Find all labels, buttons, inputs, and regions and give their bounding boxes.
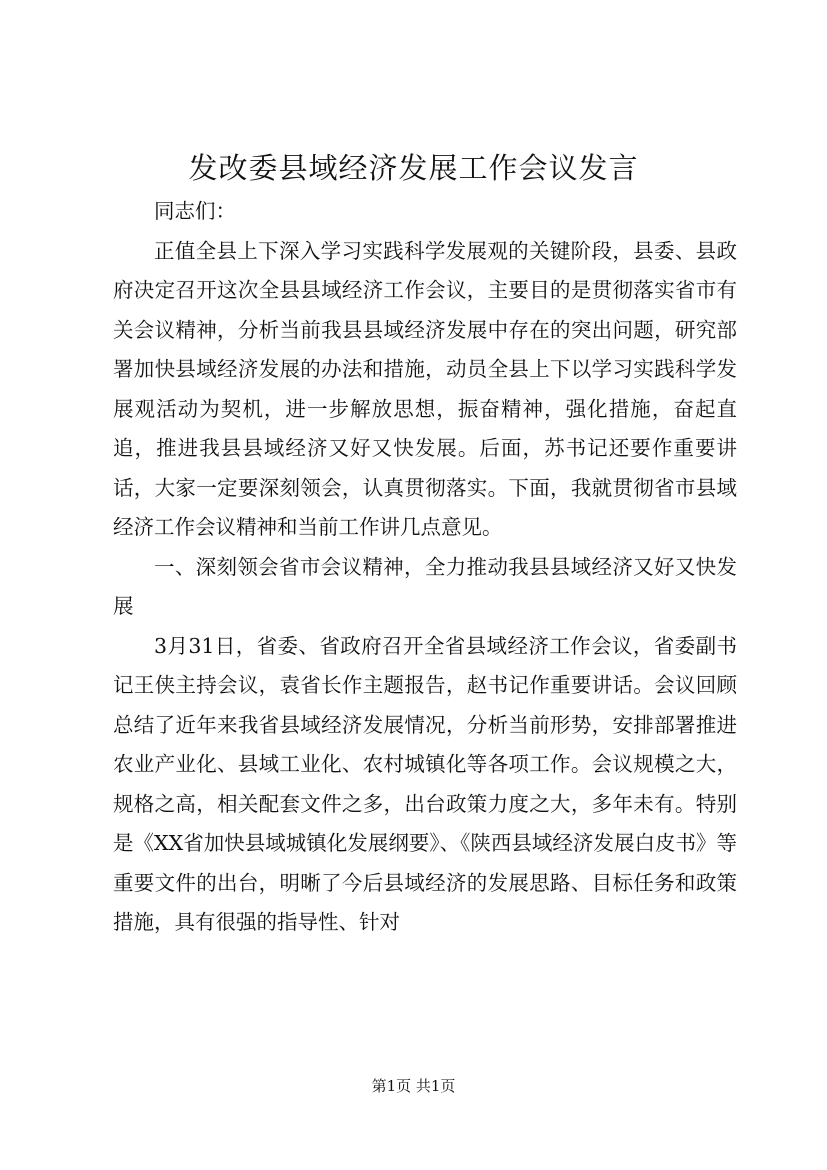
document-title: 发改委县域经济发展工作会议发言 [188, 151, 639, 185]
salutation-paragraph: 同志们： [154, 199, 236, 223]
document-body [113, 192, 737, 943]
page-footer: 第1页 共1页 [371, 1077, 456, 1095]
section-heading: 一、深刻领会省市会议精神，全力推动我县县域经济又好又快发展 [113, 554, 737, 618]
intro-paragraph: 正值全县上下深入学习实践科学发展观的关键阶段，县委、县政府决定召开这次全县县域经济工作会议，主要目的是贯彻落实省市有关会议精神，分析当前我县县域经济发展中存在的突出问题，研究部署加快县域经济发展的办法和措施，动员全县上下以学习实践科学发展观活动为契机，进一步解放思想，振奋精神，强化措施，奋起直追，推进我县县域经济又好又快发展。后面，苏书记还要作重要讲话，大家一定要深刻领会，认真贯彻落实。下面，我就贯彻省市县域经济工作会议精神和当前工作讲几点意见。 [113, 238, 737, 539]
body-paragraph: 3月31日，省委、省政府召开全省县域经济工作会议，省委副书记王侠主持会议，袁省长作主题报告，赵书记作重要讲话。会议回顾总结了近年来我省县域经济发展情况，分析当前形势，安排部署推进农业产业化、县域工业化、农村城镇化等各项工作。会议规模之大，规格之高，相关配套文件之多，出台政策力度之大，多年未有。特别是《XX省加快县域城镇化发展纲要》、《陕西县域经济发展白皮书》等重要文件的出台，明晰了今后县域经济的发展思路、目标任务和政策措施，具有很强的指导性、针对 [113, 633, 737, 934]
